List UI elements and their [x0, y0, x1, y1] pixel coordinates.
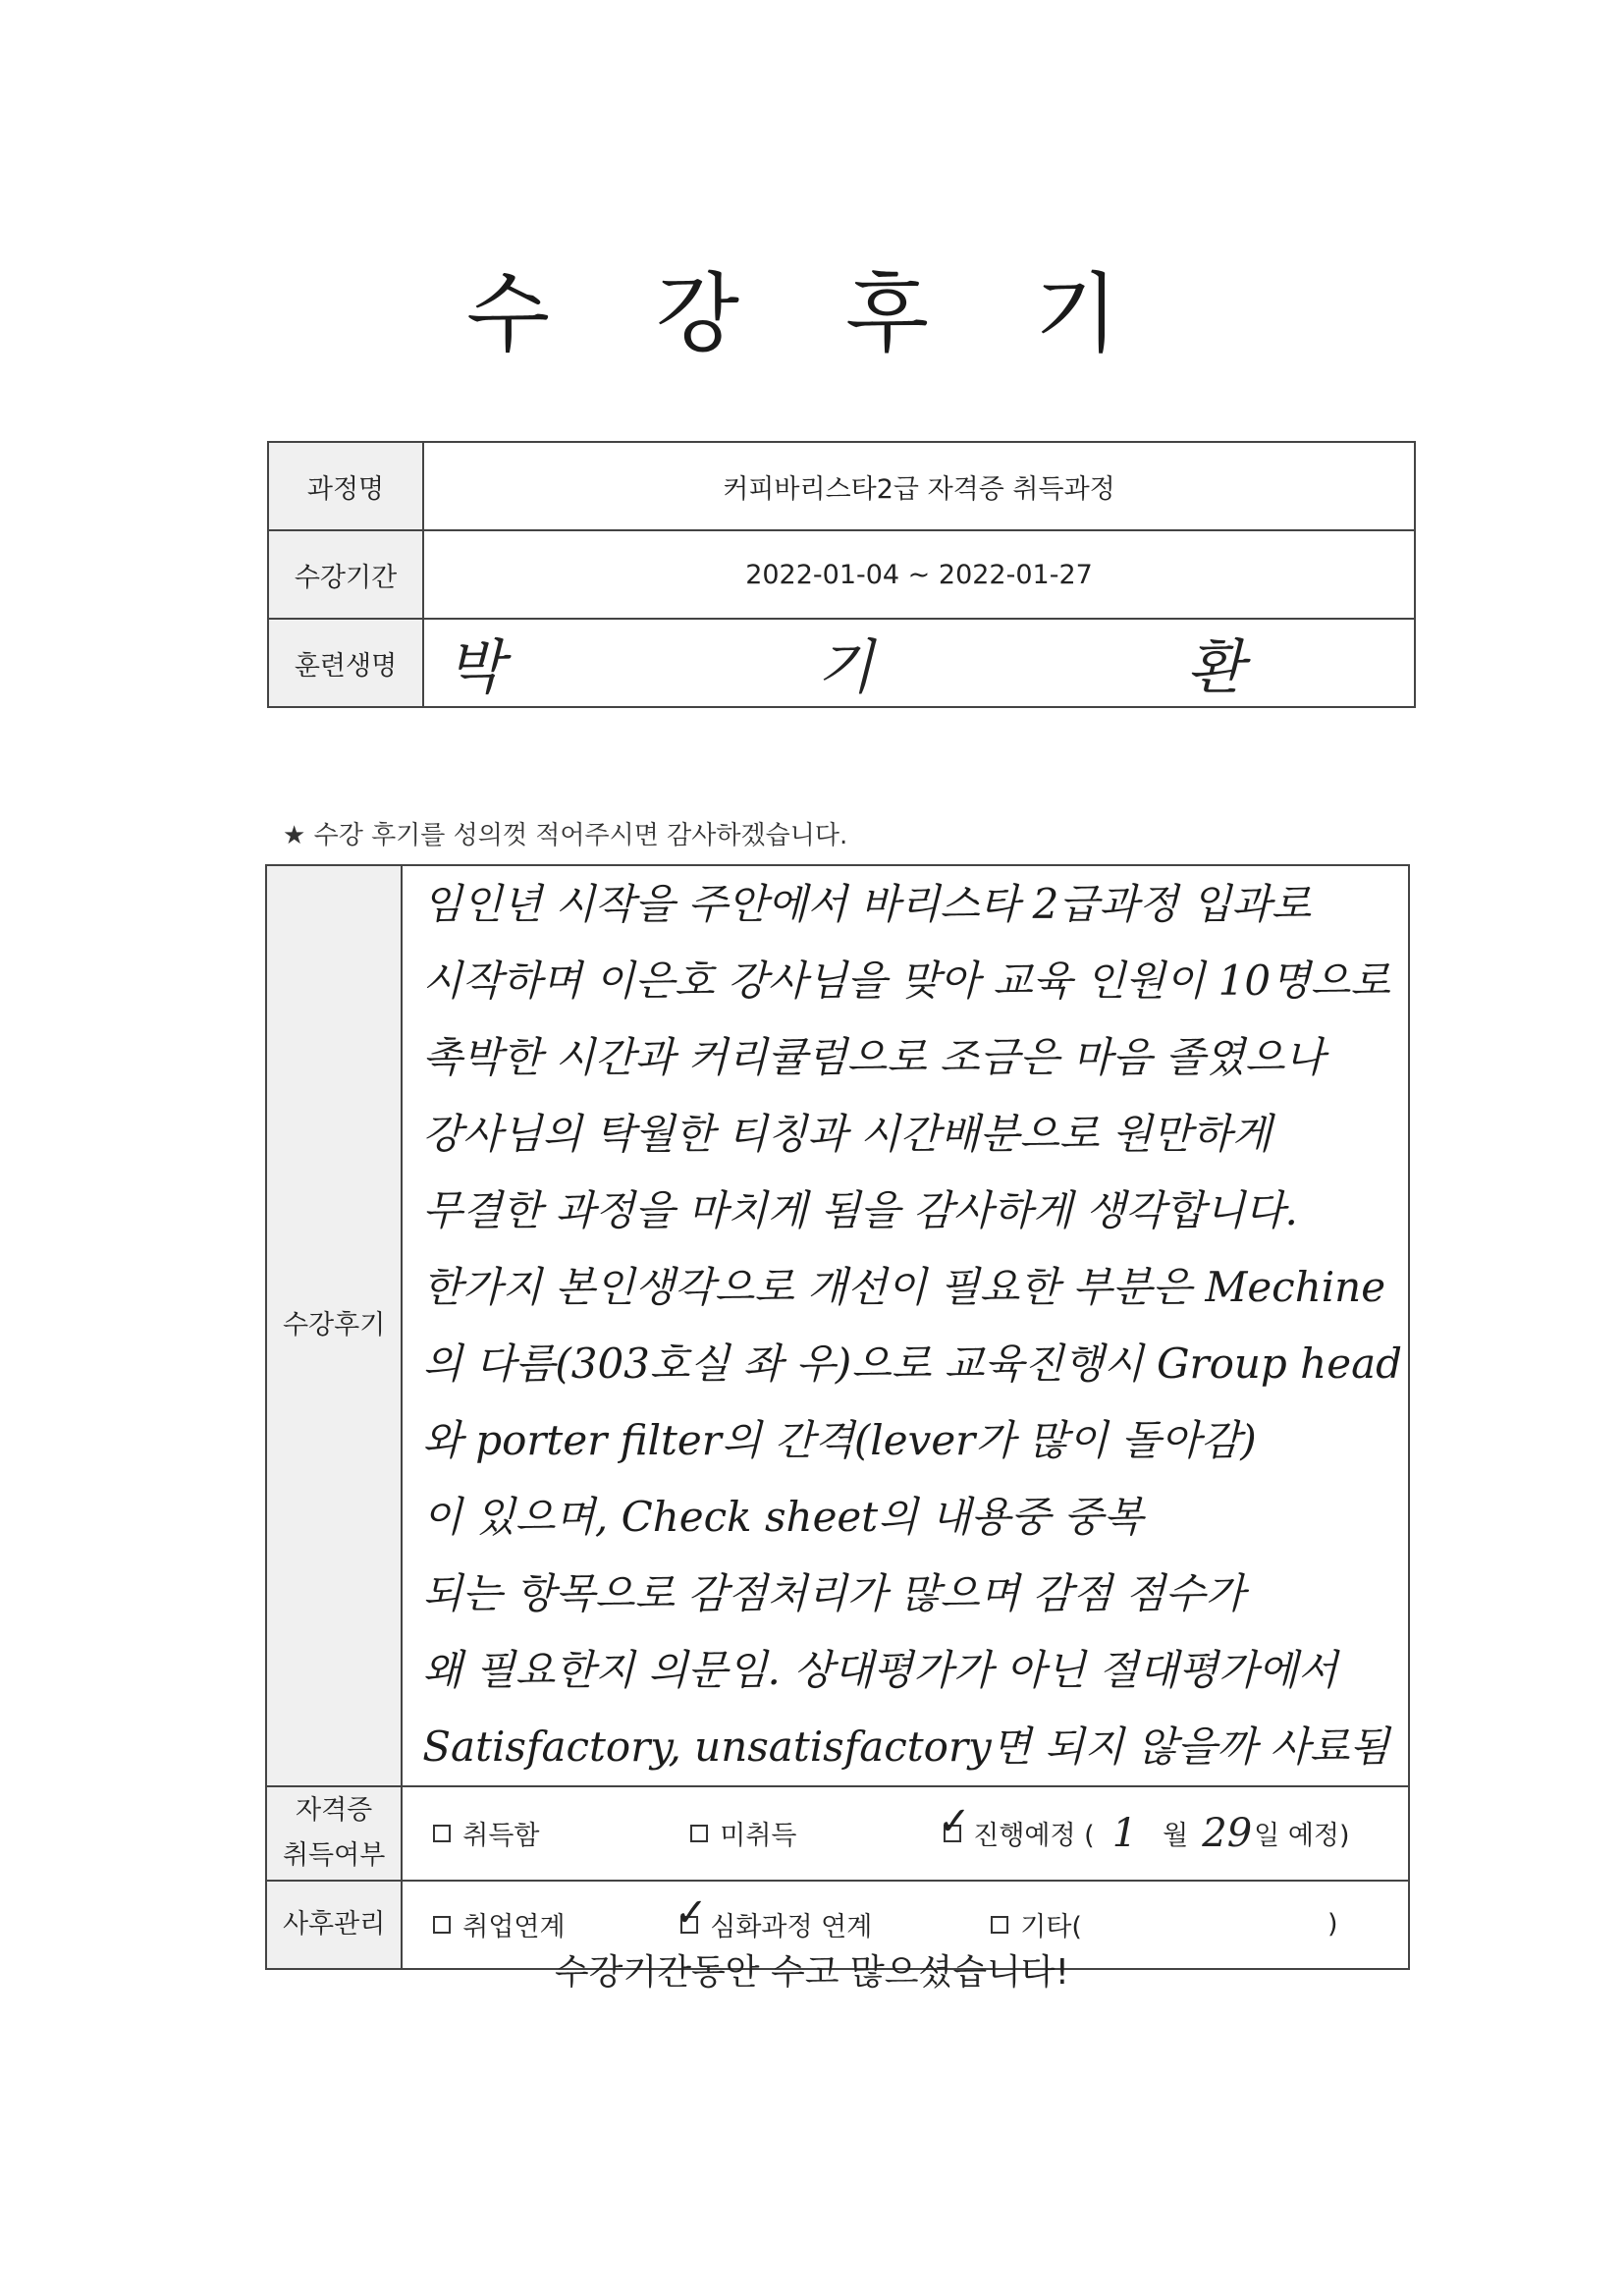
- review-line: 왜 필요한지 의문임. 상대평가가 아닌 절대평가에서: [422, 1646, 1338, 1694]
- period-label: 수강기간: [268, 530, 423, 619]
- review-line: 한가지 본인생각으로 개선이 필요한 부분은 Mechine: [422, 1263, 1386, 1311]
- checkbox-other[interactable]: [991, 1916, 1008, 1934]
- option-advanced-course[interactable]: [680, 1905, 991, 1943]
- review-line: 시작하며 이은호 강사님을 맞아 교육 인원이 10명으로: [422, 957, 1390, 1005]
- option-job-link-label: 취업연계: [462, 1912, 566, 1943]
- option-not-acquired-label: 미취득: [720, 1821, 797, 1852]
- checkbox-job-link[interactable]: [433, 1916, 451, 1934]
- trainee-name-handwritten: 박 기 환: [446, 633, 1392, 702]
- option-job-link[interactable]: [433, 1905, 680, 1943]
- checkbox-not-acquired[interactable]: [690, 1825, 708, 1842]
- closing-message: 수강기간동안 수고 많으셨습니다!: [554, 1952, 1070, 1993]
- aftercare-label: 사후관리: [266, 1881, 402, 1969]
- option-advanced-course-label: 심화과정 연계: [710, 1912, 873, 1943]
- review-line: 의 다름(303호실 좌 우)으로 교육진행시 Group head: [422, 1339, 1402, 1388]
- review-row: [266, 865, 1409, 1786]
- checkbox-advanced-course[interactable]: [680, 1916, 698, 1934]
- scheduled-day-value[interactable]: 29: [1202, 1810, 1253, 1856]
- review-line: Satisfactory, unsatisfactory면 되지 않을까 사료됨: [422, 1722, 1389, 1771]
- review-label: 수강후기: [266, 865, 402, 1786]
- course-info-table: [267, 441, 1416, 708]
- option-acquired[interactable]: [433, 1814, 690, 1852]
- review-line: 되는 항목으로 감점처리가 많으며 감점 점수가: [422, 1569, 1245, 1617]
- checkbox-scheduled[interactable]: [944, 1825, 961, 1842]
- review-table: [265, 864, 1410, 1970]
- option-other[interactable]: [991, 1905, 1337, 1943]
- course-row: [268, 442, 1415, 530]
- review-line: 이 있으며, Check sheet의 내용중 중복: [422, 1493, 1144, 1541]
- review-line: 와 porter filter의 간격(lever가 많이 돌아감): [422, 1416, 1257, 1464]
- option-not-acquired[interactable]: [690, 1814, 944, 1852]
- course-name-label: 과정명: [268, 442, 423, 530]
- month-unit: 월: [1163, 1821, 1189, 1852]
- certificate-label-line2: 취득여부: [282, 1839, 386, 1871]
- certificate-label: [266, 1786, 402, 1881]
- day-suffix: 일 예정): [1254, 1821, 1350, 1852]
- course-name-value: 커피바리스타2급 자격증 취득과정: [423, 442, 1415, 530]
- option-other-close: ): [1326, 1909, 1338, 1941]
- option-other-label: 기타(: [1020, 1912, 1082, 1943]
- certificate-options: [402, 1786, 1409, 1881]
- trainee-label: 훈련생명: [268, 619, 423, 707]
- review-line: 무결한 과정을 마치게 됨을 감사하게 생각합니다.: [422, 1186, 1298, 1234]
- period-row: [268, 530, 1415, 619]
- page-title: 수 강 후 기: [466, 263, 1158, 364]
- trainee-row: [268, 619, 1415, 707]
- review-text-area[interactable]: [402, 865, 1409, 1786]
- trainee-name-field[interactable]: [423, 619, 1415, 707]
- option-acquired-label: 취득함: [462, 1821, 540, 1852]
- instruction-note: ★ 수강 후기를 성의껏 적어주시면 감사하겠습니다.: [283, 821, 848, 850]
- period-value: 2022-01-04 ~ 2022-01-27: [423, 530, 1415, 619]
- review-line: 임인년 시작을 주안에서 바리스타 2급과정 입과로: [422, 880, 1312, 928]
- scheduled-month-value[interactable]: 1: [1111, 1810, 1138, 1856]
- option-scheduled-label: 진행예정 (: [973, 1821, 1095, 1852]
- certificate-row: [266, 1786, 1409, 1881]
- review-line: 강사님의 탁월한 티칭과 시간배분으로 원만하게: [422, 1110, 1272, 1158]
- review-line: 촉박한 시간과 커리큘럼으로 조금은 마음 졸였으나: [422, 1033, 1326, 1081]
- option-scheduled[interactable]: [944, 1811, 1349, 1856]
- checkbox-acquired[interactable]: [433, 1825, 451, 1842]
- certificate-label-line1: 자격증: [296, 1795, 373, 1826]
